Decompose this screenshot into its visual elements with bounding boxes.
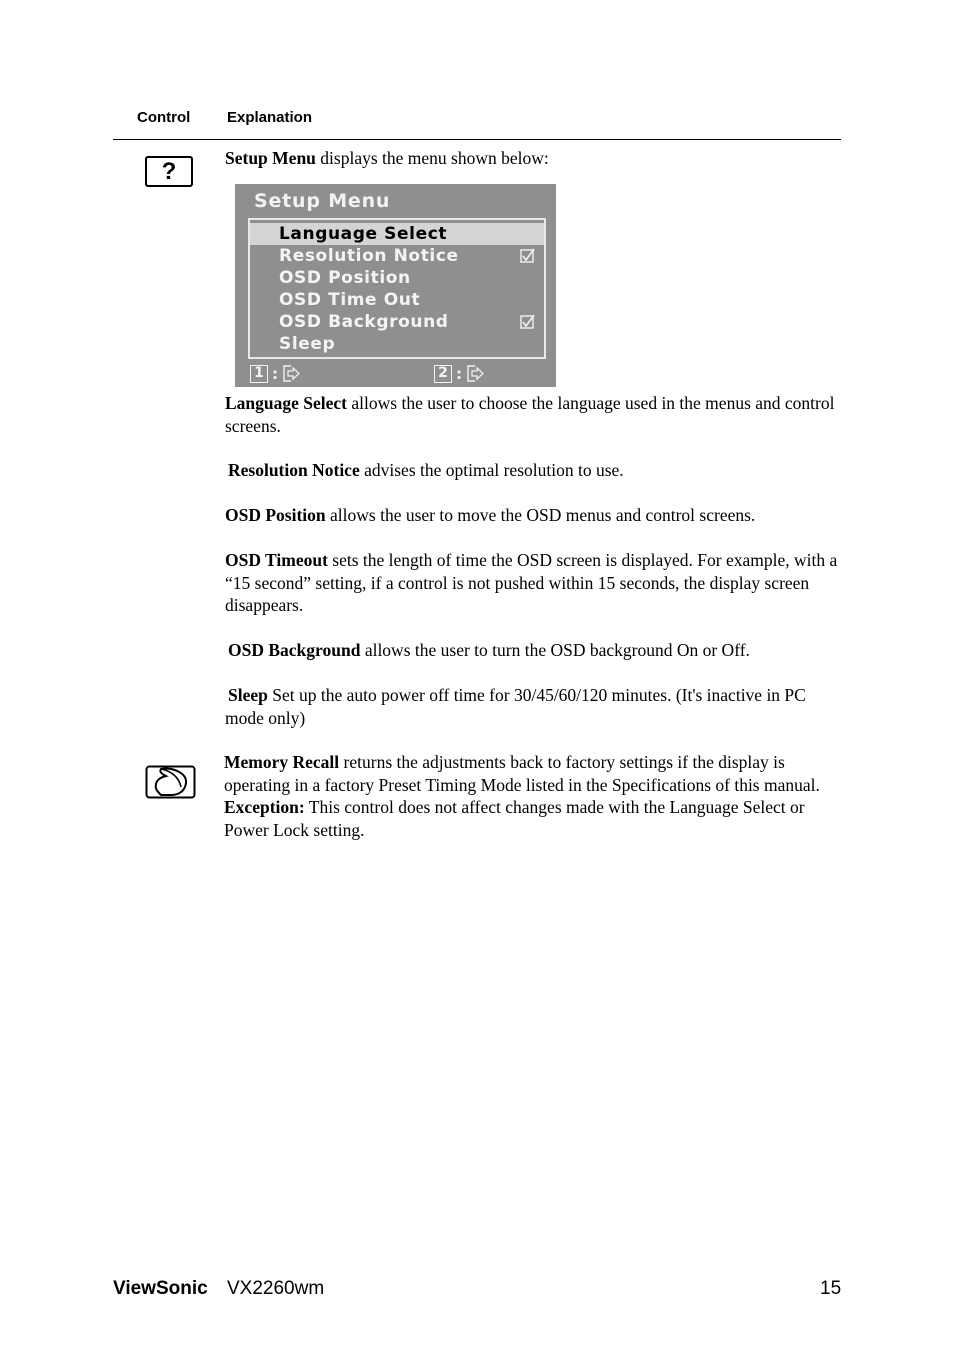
memory-recall-icon: [145, 765, 196, 799]
osd-item-osd-position: OSD Position: [279, 268, 411, 288]
footer-model: VX2260wm: [227, 1278, 325, 1299]
description-osd-position: OSD Position allows the user to move the OSD menus and control screens.: [225, 505, 756, 525]
osd-title: Setup Menu: [254, 190, 391, 212]
description-resolution-notice: Resolution Notice advises the optimal resolution to use.: [228, 460, 624, 480]
key-1-box: 1: [250, 365, 268, 383]
description-osd-background: OSD Background allows the user to turn the OSD background On or Off.: [228, 640, 750, 660]
osd-item-osd-background: OSD Background: [250, 311, 544, 333]
osd-item-sleep: Sleep: [279, 334, 336, 354]
footer-brand: ViewSonic: [113, 1278, 208, 1299]
memory-recall-description: Memory Recall returns the adjustments back to factory settings if the display is operating in a factory Preset Timing Mode listed in the Specifications of this manual. Exception: This control does not affect changes made with the Language Select or Power Lock setting.: [224, 752, 820, 840]
checkbox-icon: [520, 248, 536, 264]
setup-intro-text: displays the menu shown below:: [315, 148, 549, 168]
key-2-box: 2: [434, 365, 452, 383]
osd-item-language-select: Language Select: [250, 223, 544, 245]
question-icon: ?: [145, 156, 193, 187]
osd-menu-box: [248, 218, 546, 359]
header-divider: [113, 139, 841, 140]
description-osd-timeout: OSD Timeout sets the length of time the OSD screen is displayed. For example, with a “15 second” setting, if a control is not pushed within 15 seconds, the display screen disappears.: [225, 550, 838, 616]
exit-icon: [282, 365, 300, 382]
osd-setup-menu: [235, 184, 556, 387]
setup-intro-bold: Setup Menu: [225, 148, 316, 168]
column-header-control: Control: [137, 109, 191, 126]
osd-item-resolution-notice: Resolution Notice: [250, 245, 544, 267]
footer-page-number: 15: [820, 1278, 842, 1299]
osd-key-1-hint: 1 :: [250, 364, 300, 383]
checkbox-icon: [520, 314, 536, 330]
setup-intro: [225, 147, 841, 170]
description-sleep: Sleep Set up the auto power off time for 30/45/60/120 minutes. (It's inactive in PC mode only): [225, 685, 806, 728]
column-header-explanation: Explanation: [227, 109, 313, 126]
osd-key-2-hint: 2 :: [434, 364, 484, 383]
osd-item-osd-time-out: OSD Time Out: [279, 290, 421, 310]
description-language-select: Language Select allows the user to choose the language used in the menus and control screens.: [225, 393, 835, 436]
exit-icon: [466, 365, 484, 382]
